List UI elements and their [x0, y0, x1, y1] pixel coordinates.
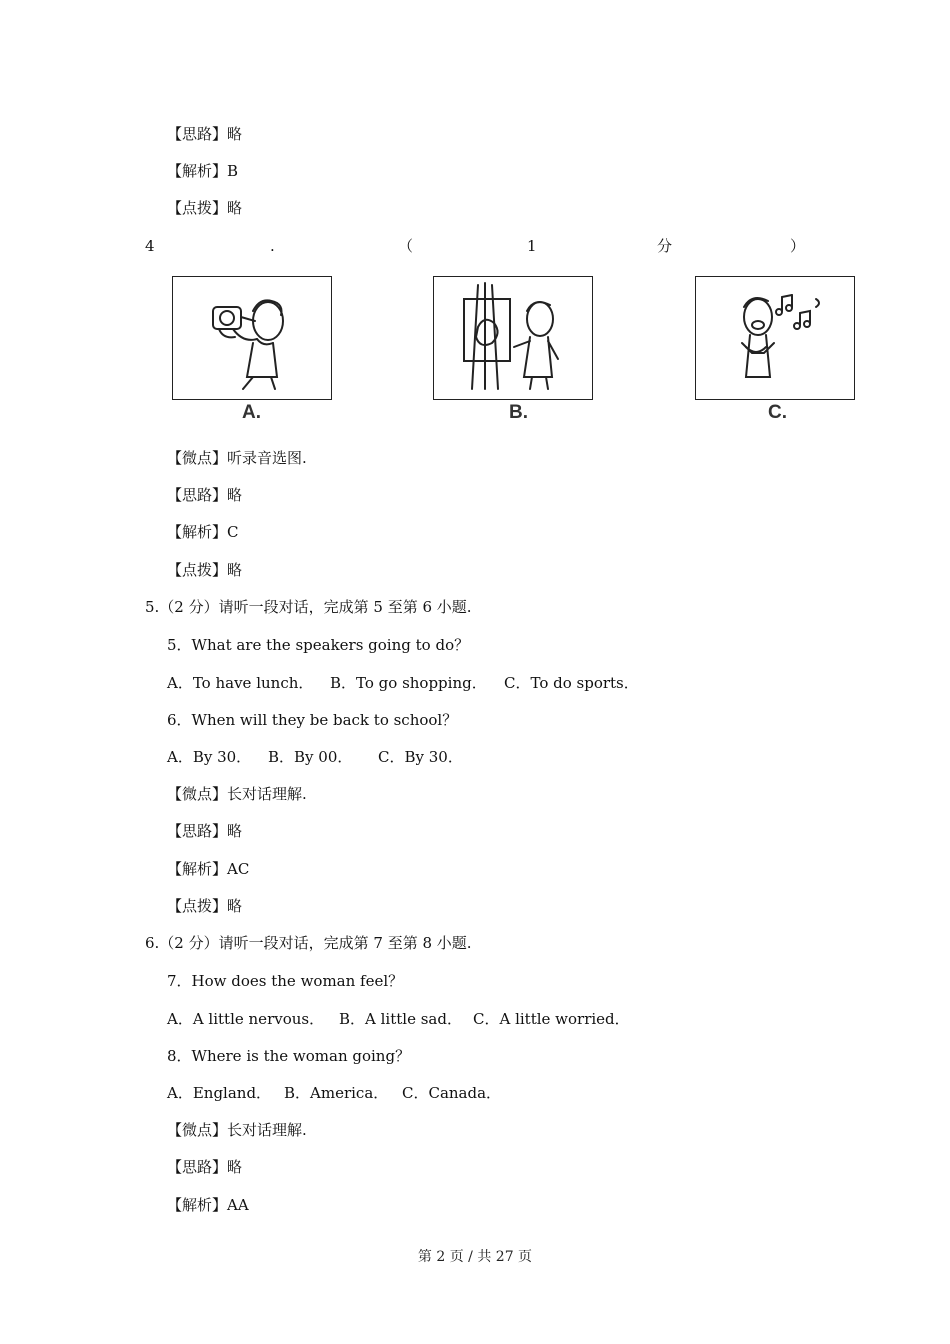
caption-c: C. — [768, 402, 787, 423]
silu-label: 【思路】略 — [167, 1158, 243, 1176]
weidian-label: 【微点】听录音选图. — [167, 449, 307, 467]
question-score: 1 — [527, 237, 537, 255]
question-number: 4 — [145, 237, 155, 255]
caption-a: A. — [242, 402, 261, 423]
dianbo-label: 【点拨】略 — [167, 199, 243, 217]
jiexi-label: 【解析】B — [167, 162, 239, 180]
painter-icon — [434, 277, 591, 398]
question-dot: . — [270, 237, 275, 255]
option-c: C．A little worried． — [473, 1010, 630, 1028]
option-c: C．By 30． — [378, 748, 463, 766]
silu-label: 【思路】略 — [167, 486, 243, 504]
weidian-label: 【微点】长对话理解. — [167, 785, 307, 803]
left-paren: （ — [398, 237, 414, 255]
option-a: A．England． — [167, 1084, 272, 1102]
question-5-header: 5.（2 分）请听一段对话，完成第 5 至第 6 小题. — [145, 598, 472, 616]
weidian-label: 【微点】长对话理解. — [167, 1121, 307, 1139]
camera-man-icon — [173, 277, 330, 398]
option-b: B．By 00． — [268, 748, 353, 766]
option-b: B．To go shopping． — [330, 674, 487, 692]
picture-c — [695, 276, 855, 400]
option-b: B．America． — [284, 1084, 389, 1102]
page-footer: 第 2 页 / 共 27 页 — [417, 1249, 533, 1265]
singer-music-notes-icon — [696, 277, 853, 398]
question-6-header: 6.（2 分）请听一段对话，完成第 7 至第 8 小题. — [145, 934, 472, 952]
picture-a — [172, 276, 332, 400]
question-4-line — [0, 236, 950, 256]
sub-question-7: 7．How does the woman feel？ — [167, 972, 404, 990]
option-c: C．Canada． — [402, 1084, 502, 1102]
right-paren: ） — [790, 237, 806, 255]
silu-label: 【思路】略 — [167, 125, 243, 143]
score-unit: 分 — [657, 237, 673, 255]
silu-label: 【思路】略 — [167, 822, 243, 840]
option-c: C．To do sports． — [504, 674, 639, 692]
option-a: A．To have lunch． — [167, 674, 314, 692]
sub-question-8: 8．Where is the woman going？ — [167, 1047, 411, 1065]
caption-b: B. — [509, 402, 528, 423]
dianbo-label: 【点拨】略 — [167, 897, 243, 915]
sub-question-5: 5．What are the speakers going to do？ — [167, 636, 470, 654]
jiexi-label: 【解析】AC — [167, 860, 250, 878]
dianbo-label: 【点拨】略 — [167, 561, 243, 579]
option-b: B．A little sad． — [339, 1010, 462, 1028]
picture-b — [433, 276, 593, 400]
option-a: A．A little nervous． — [167, 1010, 325, 1028]
jiexi-label: 【解析】AA — [167, 1196, 249, 1214]
jiexi-label: 【解析】C — [167, 523, 239, 541]
option-a: A．By 30． — [167, 748, 252, 766]
sub-question-6: 6．When will they be back to school？ — [167, 711, 458, 729]
